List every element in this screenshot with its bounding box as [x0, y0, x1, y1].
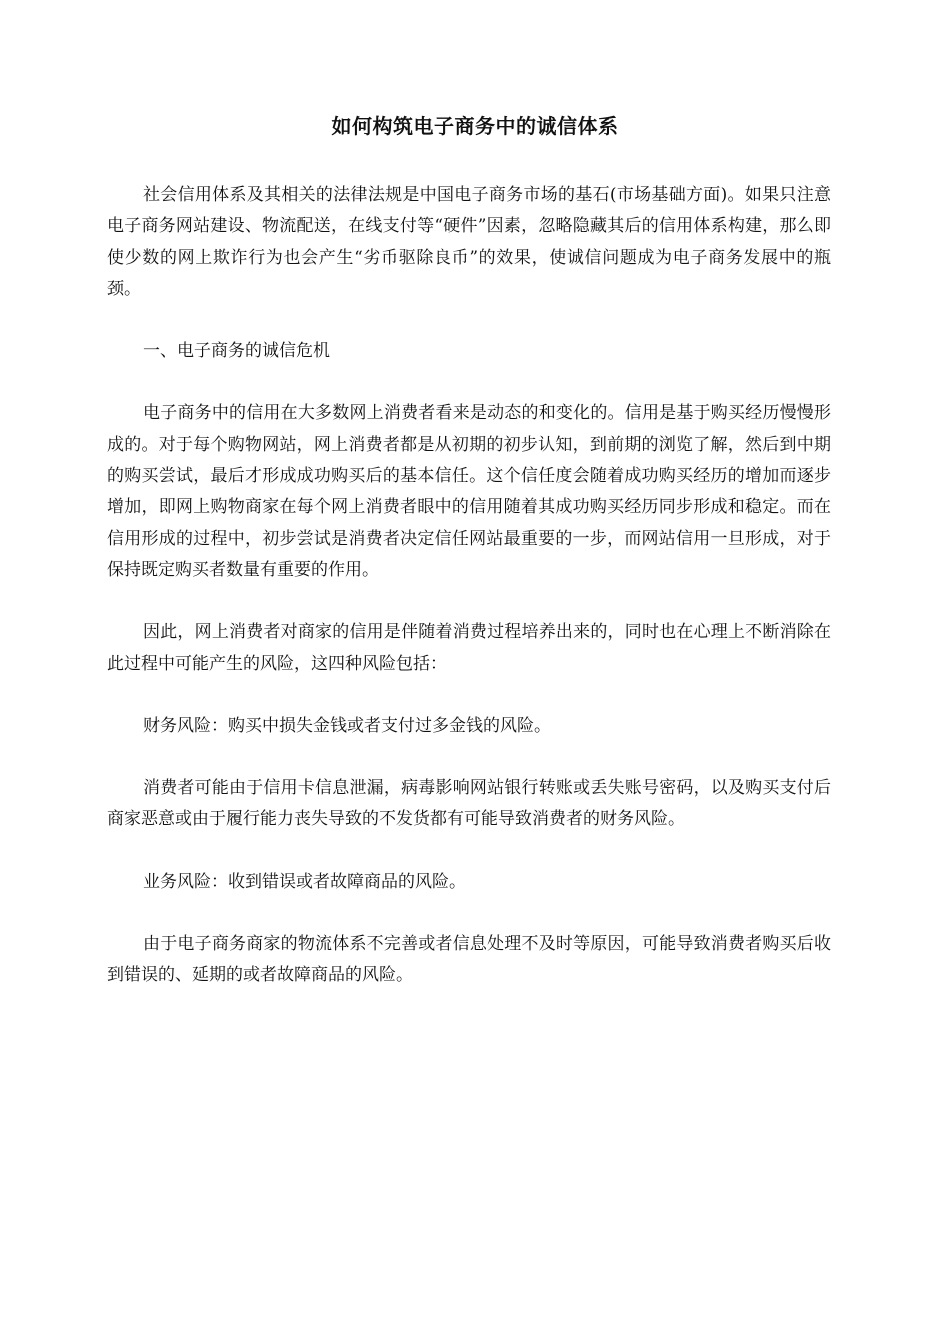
paragraph-business-risk-detail: 由于电子商务商家的物流体系不完善或者信息处理不及时等原因，可能导致消费者购买后收到错误的、延期的或者故障商品的风险。: [107, 934, 831, 986]
document-title: 如何构筑电子商务中的诚信体系: [331, 114, 619, 138]
paragraph-financial-risk-detail: 消费者可能由于信用卡信息泄漏，病毒影响网站银行转账或丢失账号密码，以及购买支付后商家恶意或由于履行能力丧失导致的不发货都有可能导致消费者的财务风险。: [107, 778, 831, 830]
document-body: [107, 180, 831, 992]
paragraph-credit-dynamics: 电子商务中的信用在大多数网上消费者看来是动态的和变化的。信用是基于购买经历慢慢形成的。对于每个购物网站，网上消费者都是从初期的初步认知，到前期的浏览了解，然后到中期的购买尝试，最后才形成成功购买后的基本信任。这个信任度会随着成功购买经历的增加而逐步增加，即网上购物商家在每个网上消费者眼中的信用随着其成功购买经历同步形成和稳定。而在信用形成的过程中，初步尝试是消费者决定信任网站最重要的一步，而网站信用一旦形成，对于保持既定购买者数量有重要的作用。: [107, 403, 831, 580]
paragraph-business-risk: 业务风险：收到错误或者故障商品的风险。: [143, 871, 466, 892]
paragraph-financial-risk: 财务风险：购买中损失金钱或者支付过多金钱的风险。: [143, 715, 551, 736]
section-heading-crisis: 一、电子商务的诚信危机: [143, 341, 330, 362]
paragraph-risks-intro: 因此，网上消费者对商家的信用是伴随着消费过程培养出来的，同时也在心理上不断消除在此过程中可能产生的风险，这四种风险包括：: [107, 622, 831, 674]
paragraph-intro: 社会信用体系及其相关的法律法规是中国电子商务市场的基石(市场基础方面)。如果只注意电子商务网站建设、物流配送，在线支付等“硬件”因素，忽略隐藏其后的信用体系构建，那么即使少数的网上欺诈行为也会产生“劣币驱除良币”的效果，使诚信问题成为电子商务发展中的瓶颈。: [107, 185, 831, 299]
